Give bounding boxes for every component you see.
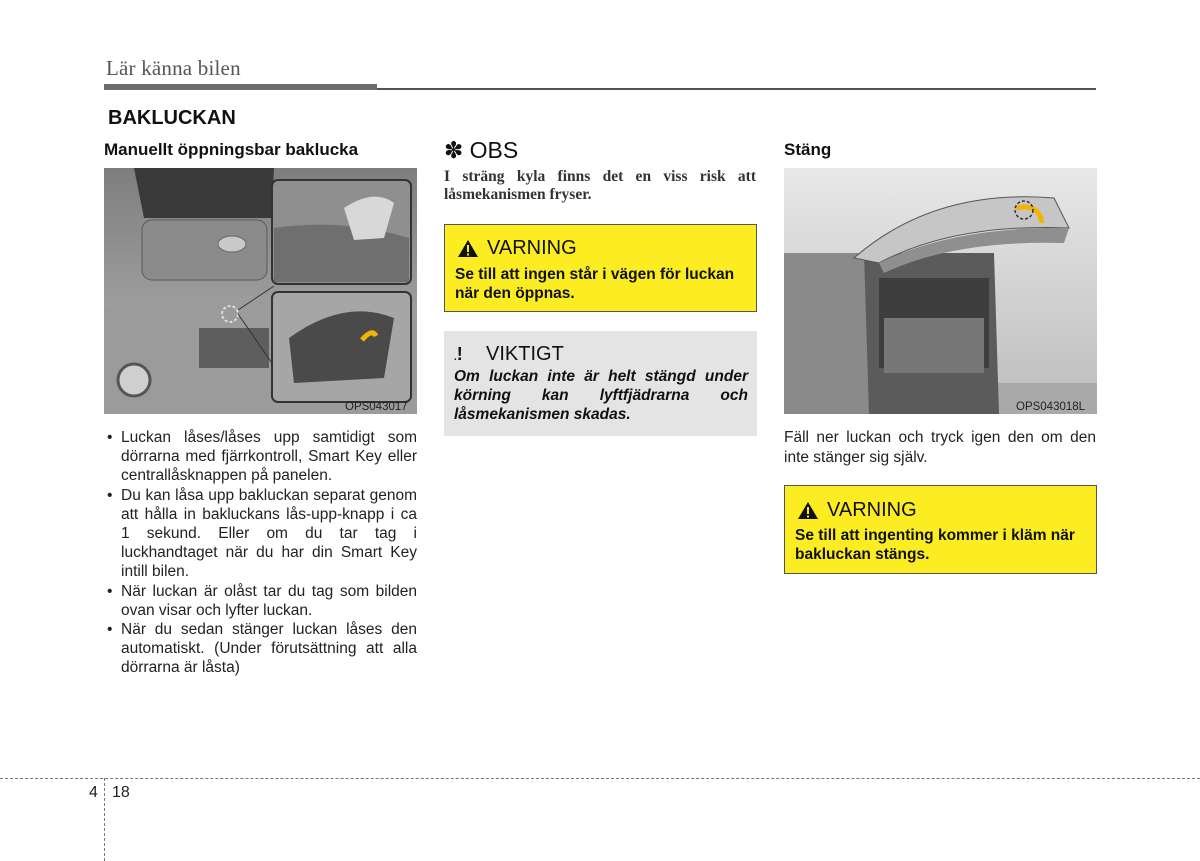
warning-heading-label: VARNING [487, 237, 577, 259]
list-item: • Luckan låses/låses upp samtidigt som dörrarna med fjärrkontroll, Smart Key eller centrallåsknappen på panelen. [104, 428, 417, 486]
warning-heading [457, 237, 577, 260]
footer-vertical-divider [104, 778, 105, 861]
exclamation-icon: .! [454, 344, 463, 364]
list-item: • Du kan låsa upp bakluckan separat genom att hålla in bakluckans lås-upp-knapp i ca 1 sekund. Eller om du tar tag i luckhandtaget när du har din Smart Key intill bilen. [104, 486, 417, 582]
warning-triangle-icon [797, 501, 819, 520]
tailgate-handle-photo [104, 168, 417, 414]
right-image-caption: OPS043018L [1016, 401, 1086, 413]
list-item: • När du sedan stänger luckan låses den automatiskt. (Under förutsättning att alla dörrarna är låsta) [104, 620, 417, 678]
tailgate-close-photo [784, 168, 1097, 414]
tailgate-close-illustration [784, 168, 1097, 414]
close-instructions: Fäll ner luckan och tryck igen den om den inte stänger sig själv. [784, 429, 1096, 466]
warning-heading-label: VARNING [827, 499, 917, 521]
left-image-caption: OPS043017 [345, 401, 408, 413]
warning-heading [797, 499, 917, 522]
obs-heading: ✽ OBS [444, 137, 519, 163]
obs-text: I sträng kyla finns det en viss risk att låsmekanismen fryser. [444, 168, 756, 203]
left-subhead: Manuellt öppningsbar baklucka [104, 140, 359, 159]
header-rule-thin [377, 88, 1096, 90]
notice-heading-label: VIKTIGT [486, 343, 564, 365]
tailgate-handle-illustration [104, 168, 417, 414]
chapter-number: 4 [89, 784, 98, 801]
header-rule-thick [104, 84, 377, 90]
chapter-title: Lär känna bilen [106, 56, 241, 80]
right-subhead: Stäng [784, 140, 832, 159]
left-bullet-list [104, 428, 417, 678]
warning-triangle-icon [457, 239, 479, 258]
page-number: 18 [112, 784, 130, 801]
list-item: • När luckan är olåst tar du tag som bilden ovan visar och lyfter luckan. [104, 582, 417, 620]
notice-heading [454, 343, 564, 366]
notice-box [444, 331, 757, 436]
warning-box-open [444, 224, 757, 312]
footer-divider [0, 778, 1200, 779]
notice-text: Om luckan inte är helt stängd under körning kan lyftfjädrarna och låsmekanismen skadas. [454, 368, 748, 423]
warning-text: Se till att ingen står i vägen för luckan när den öppnas. [455, 266, 735, 302]
section-title: BAKLUCKAN [108, 107, 236, 129]
warning-text: Se till att ingenting kommer i kläm när bakluckan stängs. [795, 527, 1075, 563]
warning-box-close [784, 485, 1097, 574]
